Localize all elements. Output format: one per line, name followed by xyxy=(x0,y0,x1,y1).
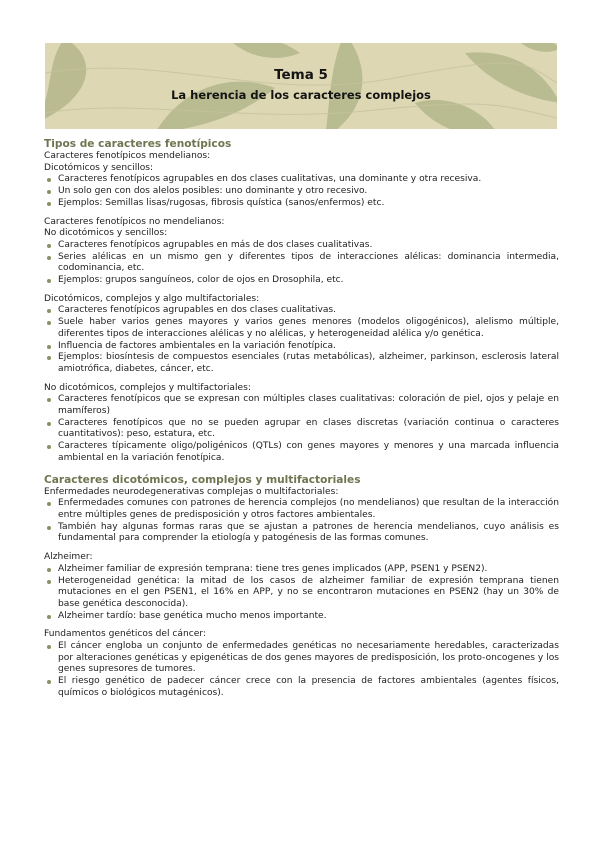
list-item: Caracteres fenotípicos agrupables en dos clases cualitativas, una dominante y otra recesiva. xyxy=(44,174,559,186)
bullet-list xyxy=(44,564,559,623)
list-item: El riesgo genético de padecer cáncer crece con la presencia de factores ambientales (agentes físicos, químicos o biológicos mutagénicos). xyxy=(44,676,559,699)
list-item: Ejemplos: Semillas lisas/rugosas, fibrosis quística (sanos/enfermos) etc. xyxy=(44,198,559,210)
bullet-list xyxy=(44,240,559,287)
list-item: Alzheimer familiar de expresión temprana: tiene tres genes implicados (APP, PSEN1 y PSEN2). xyxy=(44,564,559,576)
bullet-list xyxy=(44,641,559,700)
page-title: Tema 5 xyxy=(274,67,328,83)
list-item: Ejemplos: grupos sanguíneos, color de ojos en Drosophila, etc. xyxy=(44,275,559,287)
list-item: Ejemplos: biosíntesis de compuestos esenciales (rutas metabólicas), alzheimer, parkinson, esclerosis lateral amiotrófica, diabetes, cáncer, etc. xyxy=(44,352,559,375)
bullet-list xyxy=(44,174,559,209)
list-item: Caracteres fenotípicos agrupables en más de dos clases cualitativas. xyxy=(44,240,559,252)
list-item: Un solo gen con dos alelos posibles: uno dominante y otro recesivo. xyxy=(44,186,559,198)
text-line: Dicotómicos y sencillos: xyxy=(44,162,154,173)
bullet-list xyxy=(44,305,559,375)
list-item: Suele haber varios genes mayores y varios genes menores (modelos oligogénicos), alelismo múltiple, diferentes tipos de interacciones alélicas y no alélicas, y heterogeneidad alélica y/o genética. xyxy=(44,317,559,340)
list-item: Caracteres típicamente oligo/poligénicos (QTLs) con genes mayores y menores y una marcada influencia ambiental en la variación fenotípica. xyxy=(44,441,559,464)
list-item: Heterogeneidad genética: la mitad de los casos de alzheimer familiar de expresión temprana tienen mutaciones en el gen PSEN1, el 16% en APP, y no se encontraron mutaciones en PSEN2 (hay un 30% de base genética desconocida). xyxy=(44,576,559,611)
section-heading-tipos: Tipos de caracteres fenotípicos xyxy=(44,138,232,150)
text-line: Caracteres fenotípicos mendelianos: xyxy=(44,151,211,161)
text-line: Fundamentos genéticos del cáncer: xyxy=(44,629,206,640)
bullet-list xyxy=(44,498,559,545)
list-item: Caracteres fenotípicos agrupables en dos clases cualitativas. xyxy=(44,305,559,317)
list-item: Caracteres fenotípicos que se expresan con múltiples clases cualitativas: coloración de piel, ojos y pelaje en mamíferos) xyxy=(44,394,559,417)
section-heading-dicotomicos: Caracteres dicotómicos, complejos y multifactoriales xyxy=(44,473,361,486)
list-item: El cáncer engloba un conjunto de enfermedades genéticas no necesariamente heredables, caracterizadas por alteraciones genéticas y epigenéticas de dos genes mayores de predisposición, los proto-oncogenes y los genes supresores de tumores. xyxy=(44,641,559,676)
text-line: Enfermedades neurodegenerativas complejas o multifactoriales: xyxy=(44,486,339,497)
page-subtitle: La herencia de los caracteres complejos xyxy=(171,88,431,102)
list-item: Enfermedades comunes con patrones de herencia complejos (no mendelianos) que resultan de la interacción entre múltiples genes de predisposición y otros factores ambientales. xyxy=(44,498,559,521)
text-line: Caracteres fenotípicos no mendelianos: xyxy=(44,216,225,227)
bullet-list xyxy=(44,394,559,464)
list-item: Caracteres fenotípicos que no se pueden agrupar en clases discretas (variación continua o caracteres cuantitativos): peso, estatura, etc. xyxy=(44,418,559,441)
text-line: Dicotómicos, complejos y algo multifactoriales: xyxy=(44,293,260,304)
list-item: Series alélicas en un mismo gen y diferentes tipos de interacciones alélicas: dominancia intermedia, codominancia, etc. xyxy=(44,252,559,275)
list-item: Influencia de factores ambientales en la variación fenotípica. xyxy=(44,341,559,353)
header-banner xyxy=(45,43,557,129)
document-body xyxy=(44,138,559,700)
list-item: Alzheimer tardío: base genética mucho menos importante. xyxy=(44,611,559,623)
text-line: No dicotómicos, complejos y multifactoriales: xyxy=(44,382,251,393)
text-line: No dicotómicos y sencillos: xyxy=(44,228,168,239)
list-item: También hay algunas formas raras que se ajustan a patrones de herencia mendelianos, cuyo análisis es fundamental para comprender la etiología y patogénesis de las formas comunes. xyxy=(44,522,559,545)
text-line: Alzheimer: xyxy=(44,552,93,563)
